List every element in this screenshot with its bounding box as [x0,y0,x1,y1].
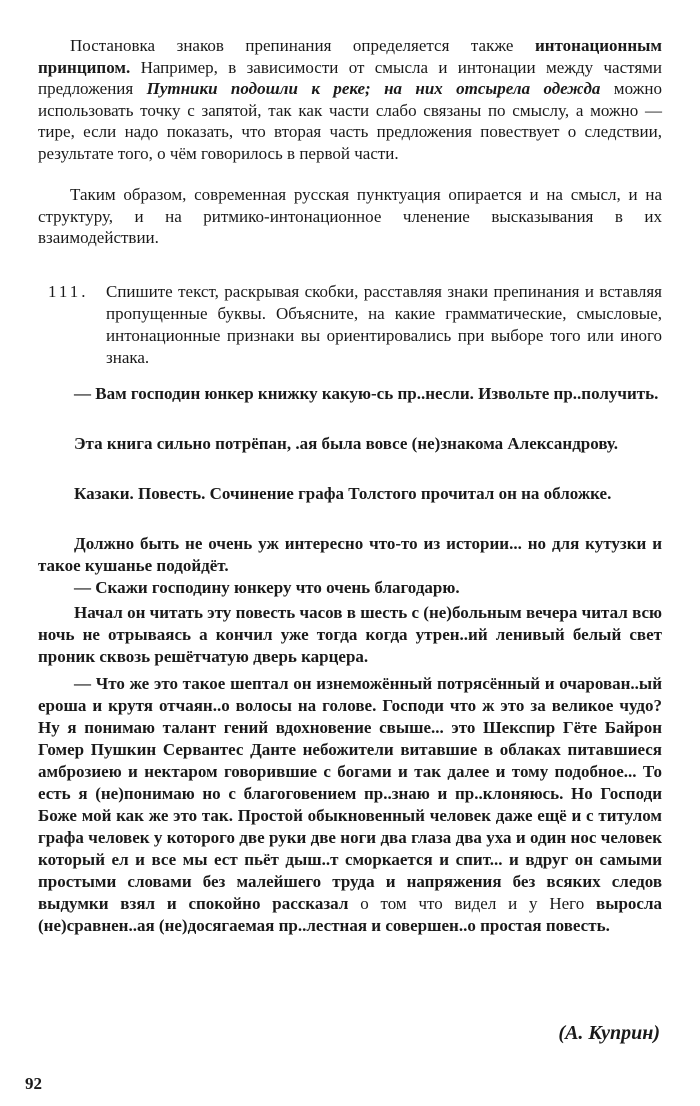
exercise-task [38,281,662,369]
excerpt-paragraph: Начал он читать эту повесть часов в шесть с (не)больным вечера читал всю ночь не отрываясь а кончил уже тогда когда утрен..ий ленивый белый свет проник сквозь решётчатую дверь карцера. [38,603,662,666]
excerpt-text: — Что же это такое шептал он изнеможённый потрясённый и очарован..ый ероша и крутя отчаян..о волосы на голове. Господи что ж это за великое чудо? Ну я понимаю талант гений вдохновение свыше... это Шекспир Гёте Байрон Гомер Пушкин Сервантес Данте небожители витавшие в облаках питавшиеся амброзиею и нектаром говорившие с богами и так далее и тому подобное... То есть я (не)понимаю но с благоговением пр..знаю и пр..клоняюсь. Но Господи Боже мой как же это так. Простой обыкновенный человек даже ещё и с титулом графа человек у которого две руки две ноги два глаза два уха и один нос человек который ел и все мы ест пьёт дыш..т сморкается и спит... и вдруг он самыми простыми словами без малейшего труда и напряжения без всяких следов выдумки взял и спокойно рассказал [38,674,662,913]
excerpt-paragraph: — Скажи господину юнкеру что очень благодарю. [74,578,460,597]
excerpt-paragraph: — Вам господин юнкер книжку какую-сь пр..несли. Извольте пр..получить. [74,384,659,403]
exercise-number: 111. [48,282,89,301]
intro-paragraph-2: Таким образом, современная русская пунктуация опирается и на смысл, и на структуру, и на ритмико-интонационное членение высказывания в их взаимодействии. [38,185,662,247]
page-number: 92 [25,1074,42,1093]
excerpt-paragraph [38,673,662,937]
excerpt-paragraph: Должно быть не очень уж интересно что-то из истории... но для кутузки и такое кушанье подойдёт. [38,534,662,575]
intro-text: можно использовать точку с запятой, так как части слабо связаны по смыслу, а можно — тире, если надо показать, что вторая часть предложения повествует о следствии, результате того, о чём говорилось в первой части. [38,79,662,163]
excerpt-text-regular: о том что видел и у Него [360,894,585,913]
excerpt-paragraph: Казаки. Повесть. Сочинение графа Толстого прочитал он на обложке. [74,484,612,503]
excerpt-paragraph: Эта книга сильно потрёпан, .ая была вовсе (не)знакома Александрову. [74,434,618,453]
intro-paragraph-1 [38,35,662,164]
excerpt-text: выросла (не)сравнен..ая (не)досягаемая пр..лестная и совершен..о простая повесть. [38,894,663,935]
author-attribution: (А. Куприн) [558,1022,660,1044]
term-bold: интонационным принципом. [38,36,662,77]
intro-text: Например, в зависимости от смысла и интонации между частями предложения [38,57,662,98]
intro-text: Постановка знаков препинания определяется также [70,36,535,55]
example-sentence: Путники подошли к реке; на них отсырела одежда [146,79,601,98]
exercise-instruction: Спишите текст, раскрывая скобки, расставляя знаки препинания и вставляя пропущенные буквы. Объясните, на какие грамматические, смысловые, интонационные признаки вы ориентировались при выборе того или иного знака. [106,282,662,367]
